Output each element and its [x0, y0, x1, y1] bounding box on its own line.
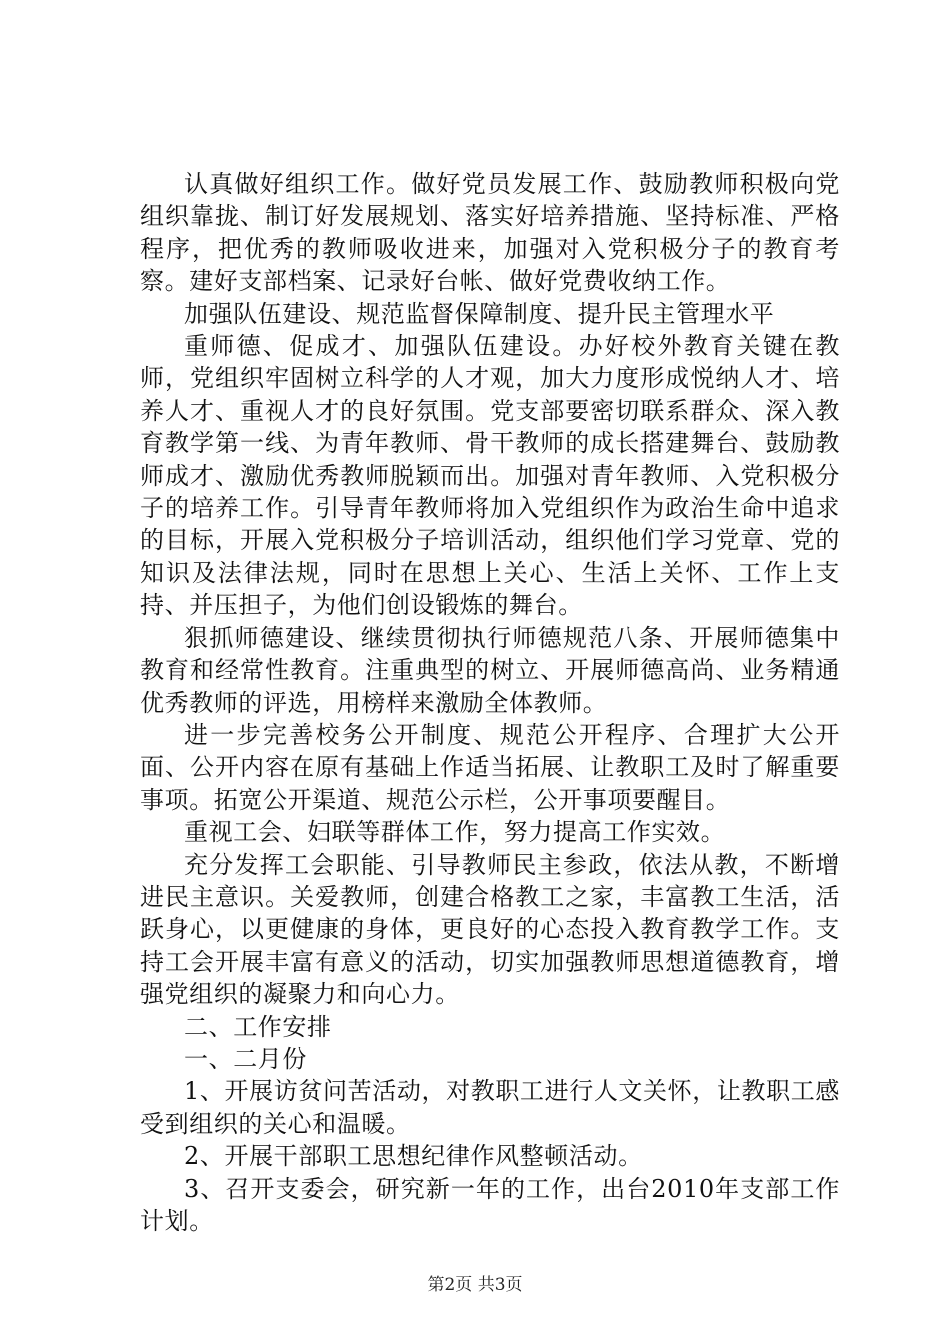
paragraph-team-building-heading: 加强队伍建设、规范监督保障制度、提升民主管理水平 — [184, 299, 775, 328]
list-item-1: 1、开展访贫问苦活动，对教职工进行人文关怀，让教职工感受到组织的关心和温暖。 — [140, 1077, 840, 1138]
paragraph-union-functions: 充分发挥工会职能、引导教师民主参政，依法从教，不断增进民主意识。关爱教师，创建合格教工之家，丰富教工生活，活跃身心，以更健康的身体，更良好的心态投入教育教学工作。支持工会开展丰富有意义的活动，切实加强教师思想道德教育，增强党组织的凝聚力和向心力。 — [140, 850, 840, 1009]
document-body — [140, 168, 840, 1237]
section-heading-work-arrangement: 二、工作安排 — [184, 1012, 332, 1041]
paragraph-organization-work: 认真做好组织工作。做好党员发展工作、鼓励教师积极向党组织靠拢、制订好发展规划、落实好培养措施、坚持标准、严格程序，把优秀的教师吸收进来，加强对入党积极分子的教育考察。建好支部档案、记录好台帐、做好党费收纳工作。 — [140, 170, 840, 296]
list-item-2: 2、开展干部职工思想纪律作风整顿活动。 — [184, 1142, 643, 1171]
paragraph-union-work: 重视工会、妇联等群体工作，努力提高工作实效。 — [184, 818, 726, 847]
list-item-3: 3、召开支委会，研究新一年的工作，出台2010年支部工作计划。 — [140, 1174, 840, 1235]
paragraph-school-affairs-disclosure: 进一步完善校务公开制度、规范公开程序、合理扩大公开面、公开内容在原有基础上作适当拓展、让教职工及时了解重要事项。拓宽公开渠道、规范公示栏，公开事项要醒目。 — [140, 720, 840, 814]
paragraph-ethics-construction: 狠抓师德建设、继续贯彻执行师德规范八条、开展师德集中教育和经常性教育。注重典型的树立、开展师德高尚、业务精通优秀教师的评选，用榜样来激励全体教师。 — [140, 623, 840, 717]
page-number-footer: 第2页 共3页 — [427, 1275, 523, 1295]
paragraph-teacher-ethics-talent: 重师德、促成才、加强队伍建设。办好校外教育关键在教师，党组织牢固树立科学的人才观，加大力度形成悦纳人才、培养人才、重视人才的良好氛围。党支部要密切联系群众、深入教育教学第一线、为青年教师、骨干教师的成长搭建舞台、鼓励教师成才、激励优秀教师脱颖而出。加强对青年教师、入党积极分子的培养工作。引导青年教师将加入党组织作为政治生命中追求的目标，开展入党积极分子培训活动，组织他们学习党章、党的知识及法律法规，同时在思想上关心、生活上关怀、工作上支持、并压担子，为他们创设锻炼的舞台。 — [140, 332, 840, 620]
subheading-jan-feb: 一、二月份 — [184, 1044, 307, 1073]
